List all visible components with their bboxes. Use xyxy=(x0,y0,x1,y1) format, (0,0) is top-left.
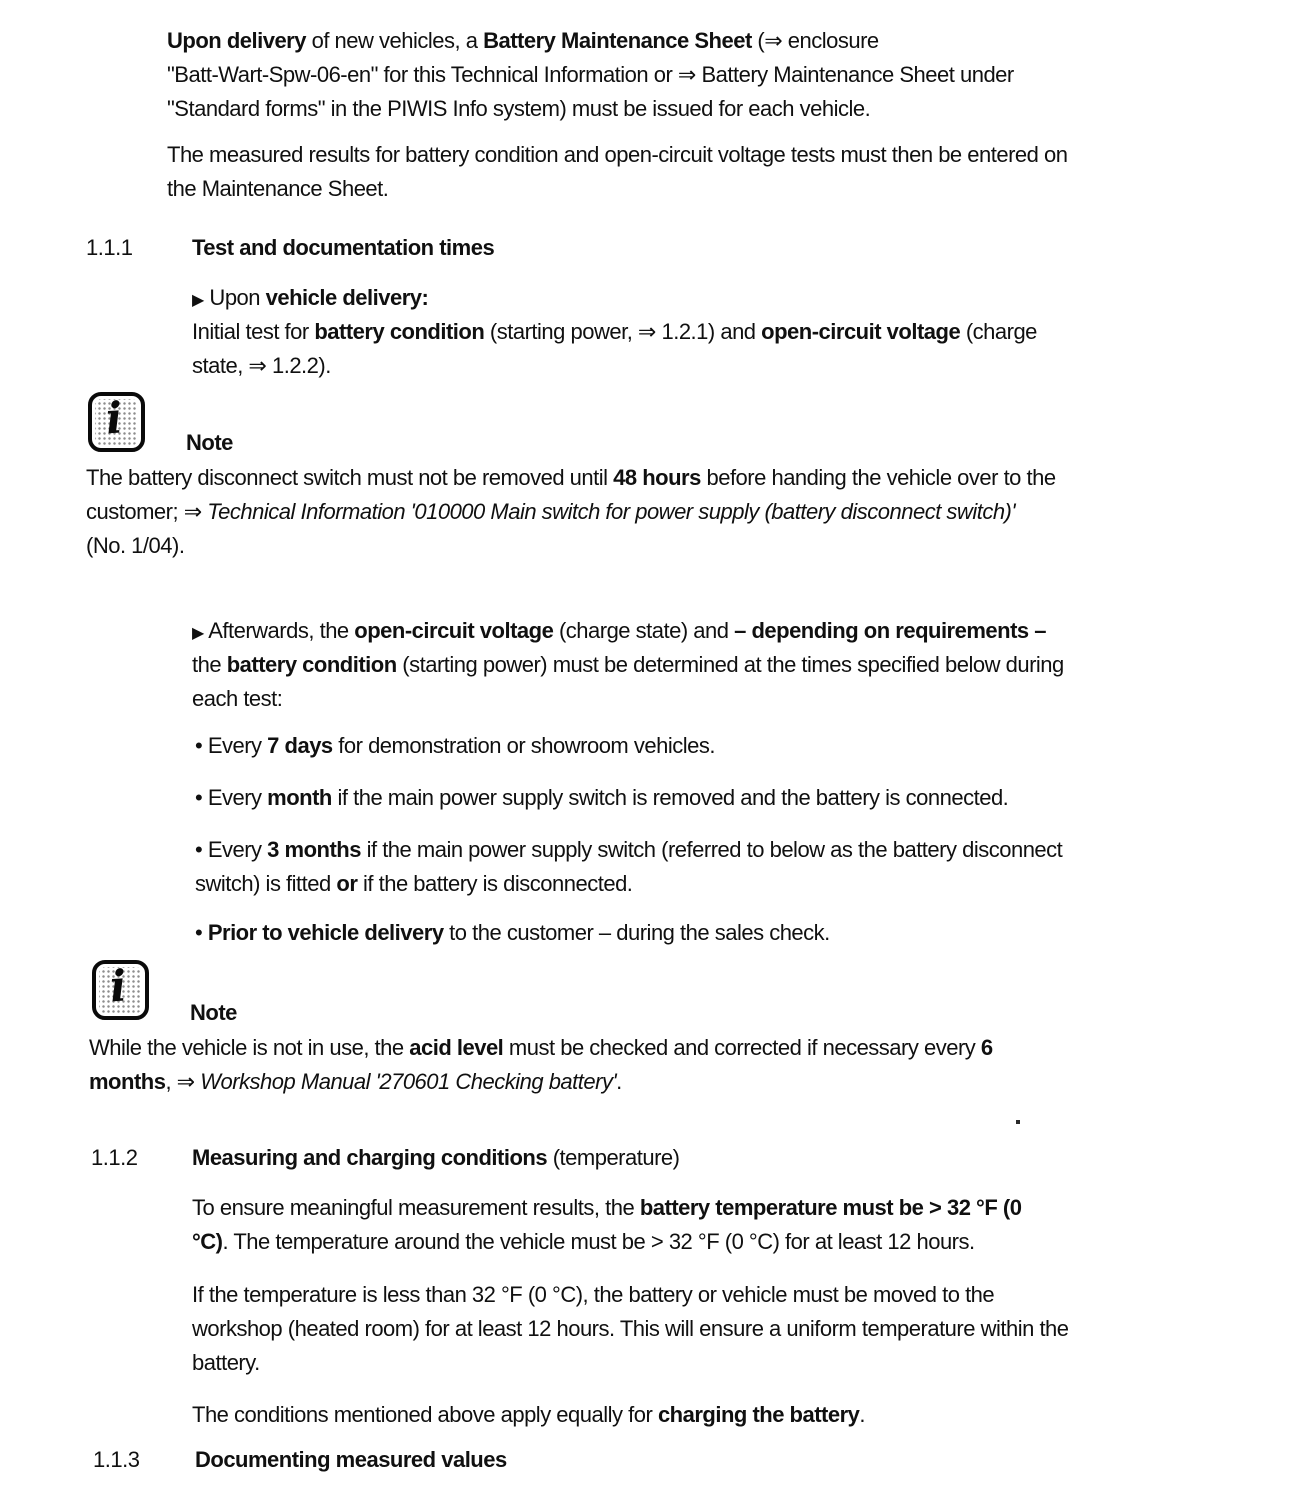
text-run: • Every xyxy=(195,785,268,810)
section-heading xyxy=(195,1443,507,1477)
text-run: (⇒ enclosure xyxy=(751,28,879,53)
text-line xyxy=(86,495,1056,529)
text-run: While the vehicle is not in use, the xyxy=(89,1035,410,1060)
text-line xyxy=(195,781,1008,815)
bullet-item xyxy=(195,781,1008,815)
bullet-item xyxy=(195,833,1062,901)
text-run: – depending on requirements – xyxy=(734,618,1046,643)
text-run: 3 months xyxy=(267,837,361,862)
text-run: the Maintenance Sheet. xyxy=(167,176,389,201)
text-run: months xyxy=(89,1069,166,1094)
text-run: battery temperature must be > 32 °F (0 xyxy=(639,1195,1022,1220)
text-line xyxy=(192,349,1037,383)
text-line xyxy=(192,1278,1069,1312)
text-run: Upon xyxy=(203,285,266,310)
note-label: Note xyxy=(190,1000,237,1025)
section-number: 1.1.1 xyxy=(86,235,133,260)
text-run: switch) is fitted xyxy=(195,871,337,896)
text-run: Afterwards, the xyxy=(203,618,355,643)
text-line xyxy=(167,172,1067,206)
text-run: acid level xyxy=(409,1035,504,1060)
text-run: customer; ⇒ xyxy=(86,499,208,524)
text-line xyxy=(89,1065,993,1099)
text-run: workshop (heated room) for at least 12 hours. This will ensure a uniform temperature within the xyxy=(192,1316,1069,1341)
text-run: Documenting measured values xyxy=(195,1447,507,1472)
text-run: . The temperature around the vehicle must be > 32 °F (0 °C) for at least 12 hours. xyxy=(222,1229,975,1254)
text-run: battery. xyxy=(192,1350,260,1375)
text-run: of new vehicles, a xyxy=(305,28,484,53)
text-line xyxy=(192,281,1037,315)
text-run: if the main power supply switch (referred to below as the battery disconnect xyxy=(360,837,1063,862)
text-line xyxy=(86,461,1056,495)
text-line xyxy=(192,315,1037,349)
info-note-icon xyxy=(88,392,145,452)
text-run: state, ⇒ 1.2.2). xyxy=(192,353,331,378)
text-run: Upon delivery xyxy=(167,28,306,53)
temperature-paragraph-3 xyxy=(192,1398,865,1432)
text-run: °C) xyxy=(192,1229,223,1254)
text-run: Technical Information '010000 Main switch for power supply (battery disconnect switch)' xyxy=(207,499,1016,524)
intro-paragraph-2 xyxy=(167,138,1067,206)
text-run: for demonstration or showroom vehicles. xyxy=(332,733,715,758)
text-run: must be checked and corrected if necessary every xyxy=(503,1035,981,1060)
text-run: battery condition xyxy=(226,652,397,677)
text-run: ▶ xyxy=(192,625,204,642)
text-run: or xyxy=(336,871,358,896)
text-run: ▶ xyxy=(192,292,204,309)
section-number: 1.1.2 xyxy=(91,1145,138,1170)
text-run: to the customer – during the sales check. xyxy=(443,920,830,945)
section-1-1-3 xyxy=(0,1443,1312,1477)
text-line xyxy=(195,867,1062,901)
text-line xyxy=(192,648,1064,682)
text-run: open-circuit voltage xyxy=(354,618,554,643)
text-line xyxy=(86,529,1056,563)
text-run: Test and documentation times xyxy=(192,235,495,260)
text-run: The conditions mentioned above apply equally for xyxy=(192,1402,658,1427)
text-run: month xyxy=(267,785,332,810)
text-run: "Batt-Wart-Spw-06-en" for this Technical Information or ⇒ Battery Maintenance Sheet under xyxy=(167,62,1014,87)
text-line xyxy=(167,138,1067,172)
text-run: the xyxy=(192,652,227,677)
note-label: Note xyxy=(186,430,233,455)
text-run: Prior to vehicle delivery xyxy=(207,920,444,945)
vehicle-delivery-paragraph xyxy=(192,281,1037,383)
text-run: (starting power, ⇒ 1.2.1) and xyxy=(484,319,762,344)
info-i-glyph: i xyxy=(104,392,125,445)
text-line xyxy=(192,614,1064,648)
text-run: battery condition xyxy=(314,319,485,344)
text-run: The battery disconnect switch must not be removed until xyxy=(86,465,614,490)
text-run: • Every xyxy=(195,733,268,758)
text-run: (temperature) xyxy=(547,1145,680,1170)
text-run: 7 days xyxy=(267,733,333,758)
text-run: Workshop Manual '270601 Checking battery' xyxy=(200,1069,617,1094)
temperature-paragraph-2 xyxy=(192,1278,1069,1380)
text-run: (starting power) must be determined at the times specified below during xyxy=(396,652,1064,677)
text-run: each test: xyxy=(192,686,283,711)
text-run: (charge xyxy=(960,319,1037,344)
text-line xyxy=(167,58,1014,92)
text-run: Measuring and charging conditions xyxy=(192,1145,548,1170)
bullet-item xyxy=(195,916,830,950)
scan-artifact-dot xyxy=(1016,1120,1020,1124)
temperature-paragraph-1 xyxy=(192,1191,1021,1259)
text-run: . xyxy=(859,1402,866,1427)
text-run: if the main power supply switch is removed and the battery is connected. xyxy=(331,785,1009,810)
text-line xyxy=(192,1346,1069,1380)
text-run: open-circuit voltage xyxy=(761,319,961,344)
text-run: Battery Maintenance Sheet xyxy=(483,28,752,53)
text-run: vehicle delivery: xyxy=(265,285,429,310)
text-run: . xyxy=(616,1069,622,1094)
note-2-text xyxy=(89,1031,993,1099)
section-number: 1.1.3 xyxy=(93,1447,140,1472)
text-line xyxy=(192,1398,865,1432)
text-run: (charge state) and xyxy=(553,618,735,643)
text-run: charging the battery xyxy=(657,1402,860,1427)
section-1-1-1 xyxy=(0,231,1312,265)
text-run: • Every xyxy=(195,837,268,862)
text-line xyxy=(167,24,1014,58)
text-line xyxy=(195,916,830,950)
text-line xyxy=(192,682,1064,716)
bullet-item xyxy=(195,729,715,763)
text-line xyxy=(192,1312,1069,1346)
info-i-glyph: i xyxy=(108,960,129,1013)
text-run: 6 xyxy=(980,1035,993,1060)
section-heading xyxy=(192,1141,679,1175)
text-run: (No. 1/04). xyxy=(86,533,185,558)
section-heading xyxy=(192,231,494,265)
text-run: 48 hours xyxy=(613,465,701,490)
text-line xyxy=(167,92,1014,126)
info-note-icon xyxy=(92,960,149,1020)
text-line xyxy=(89,1031,993,1065)
text-line xyxy=(195,729,715,763)
text-run: If the temperature is less than 32 °F (0 °C), the battery or vehicle must be moved to the xyxy=(192,1282,995,1307)
text-run: if the battery is disconnected. xyxy=(357,871,633,896)
note-1-text xyxy=(86,461,1056,563)
text-run: • xyxy=(195,920,208,945)
text-line xyxy=(192,1225,1021,1259)
afterwards-paragraph xyxy=(192,614,1064,716)
text-run: The measured results for battery condition and open-circuit voltage tests must then be entered on xyxy=(167,142,1068,167)
text-run: To ensure meaningful measurement results, the xyxy=(192,1195,640,1220)
section-1-1-2 xyxy=(0,1141,1312,1175)
text-line xyxy=(192,1191,1021,1225)
intro-paragraph-1 xyxy=(167,24,1014,126)
text-line xyxy=(195,833,1062,867)
text-run: Initial test for xyxy=(192,319,315,344)
text-run: before handing the vehicle over to the xyxy=(700,465,1056,490)
text-run: "Standard forms" in the PIWIS Info system) must be issued for each vehicle. xyxy=(167,96,871,121)
text-run: , ⇒ xyxy=(165,1069,201,1094)
